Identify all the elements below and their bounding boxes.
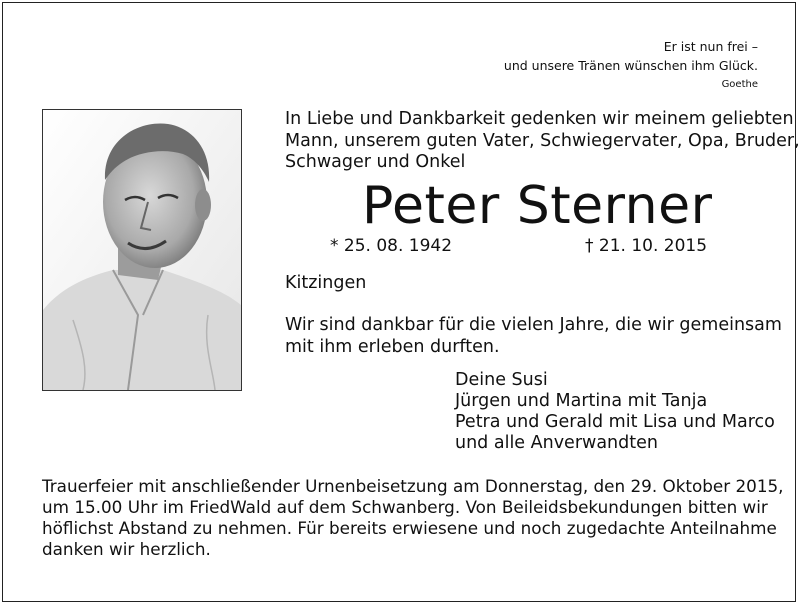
deceased-name: Peter Sterner (362, 176, 713, 236)
mourner-line: und alle Anverwandten (455, 433, 658, 453)
quote-line-2: und unsere Tränen wünschen ihm Glück. (503, 58, 758, 73)
death-date: † 21. 10. 2015 (585, 236, 708, 256)
portrait-photo (42, 109, 242, 391)
intro-line-3: Schwager und Onkel (285, 152, 466, 172)
quote-line-1: Er ist nun frei – (663, 39, 758, 54)
notice-line-3: höflichst Abstand zu nehmen. Für bereits erwiesene und noch zugedachte Anteilnahme (42, 518, 777, 538)
quote-author: Goethe (721, 79, 758, 90)
place: Kitzingen (285, 273, 367, 293)
mourner-line: Deine Susi (455, 370, 548, 390)
birth-date: * 25. 08. 1942 (330, 236, 453, 256)
notice-line-4: danken wir herzlich. (42, 539, 211, 559)
gratitude-line-1: Wir sind dankbar für die vielen Jahre, die wir gemeinsam (285, 315, 782, 335)
mourner-line: Jürgen und Martina mit Tanja (455, 391, 708, 411)
mourner-line: Petra und Gerald mit Lisa und Marco (455, 412, 775, 432)
intro-line-2: Mann, unserem guten Vater, Schwiegervater, Opa, Bruder, (285, 131, 800, 151)
intro-line-1: In Liebe und Dankbarkeit gedenken wir meinem geliebten (285, 109, 794, 129)
notice-line-1: Trauerfeier mit anschließender Urnenbeisetzung am Donnerstag, den 29. Oktober 2015, (42, 476, 784, 496)
notice-line-2: um 15.00 Uhr im FriedWald auf dem Schwanberg. Von Beileidsbekundungen bitten wir (42, 497, 768, 517)
gratitude-line-2: mit ihm erleben durften. (285, 337, 500, 357)
